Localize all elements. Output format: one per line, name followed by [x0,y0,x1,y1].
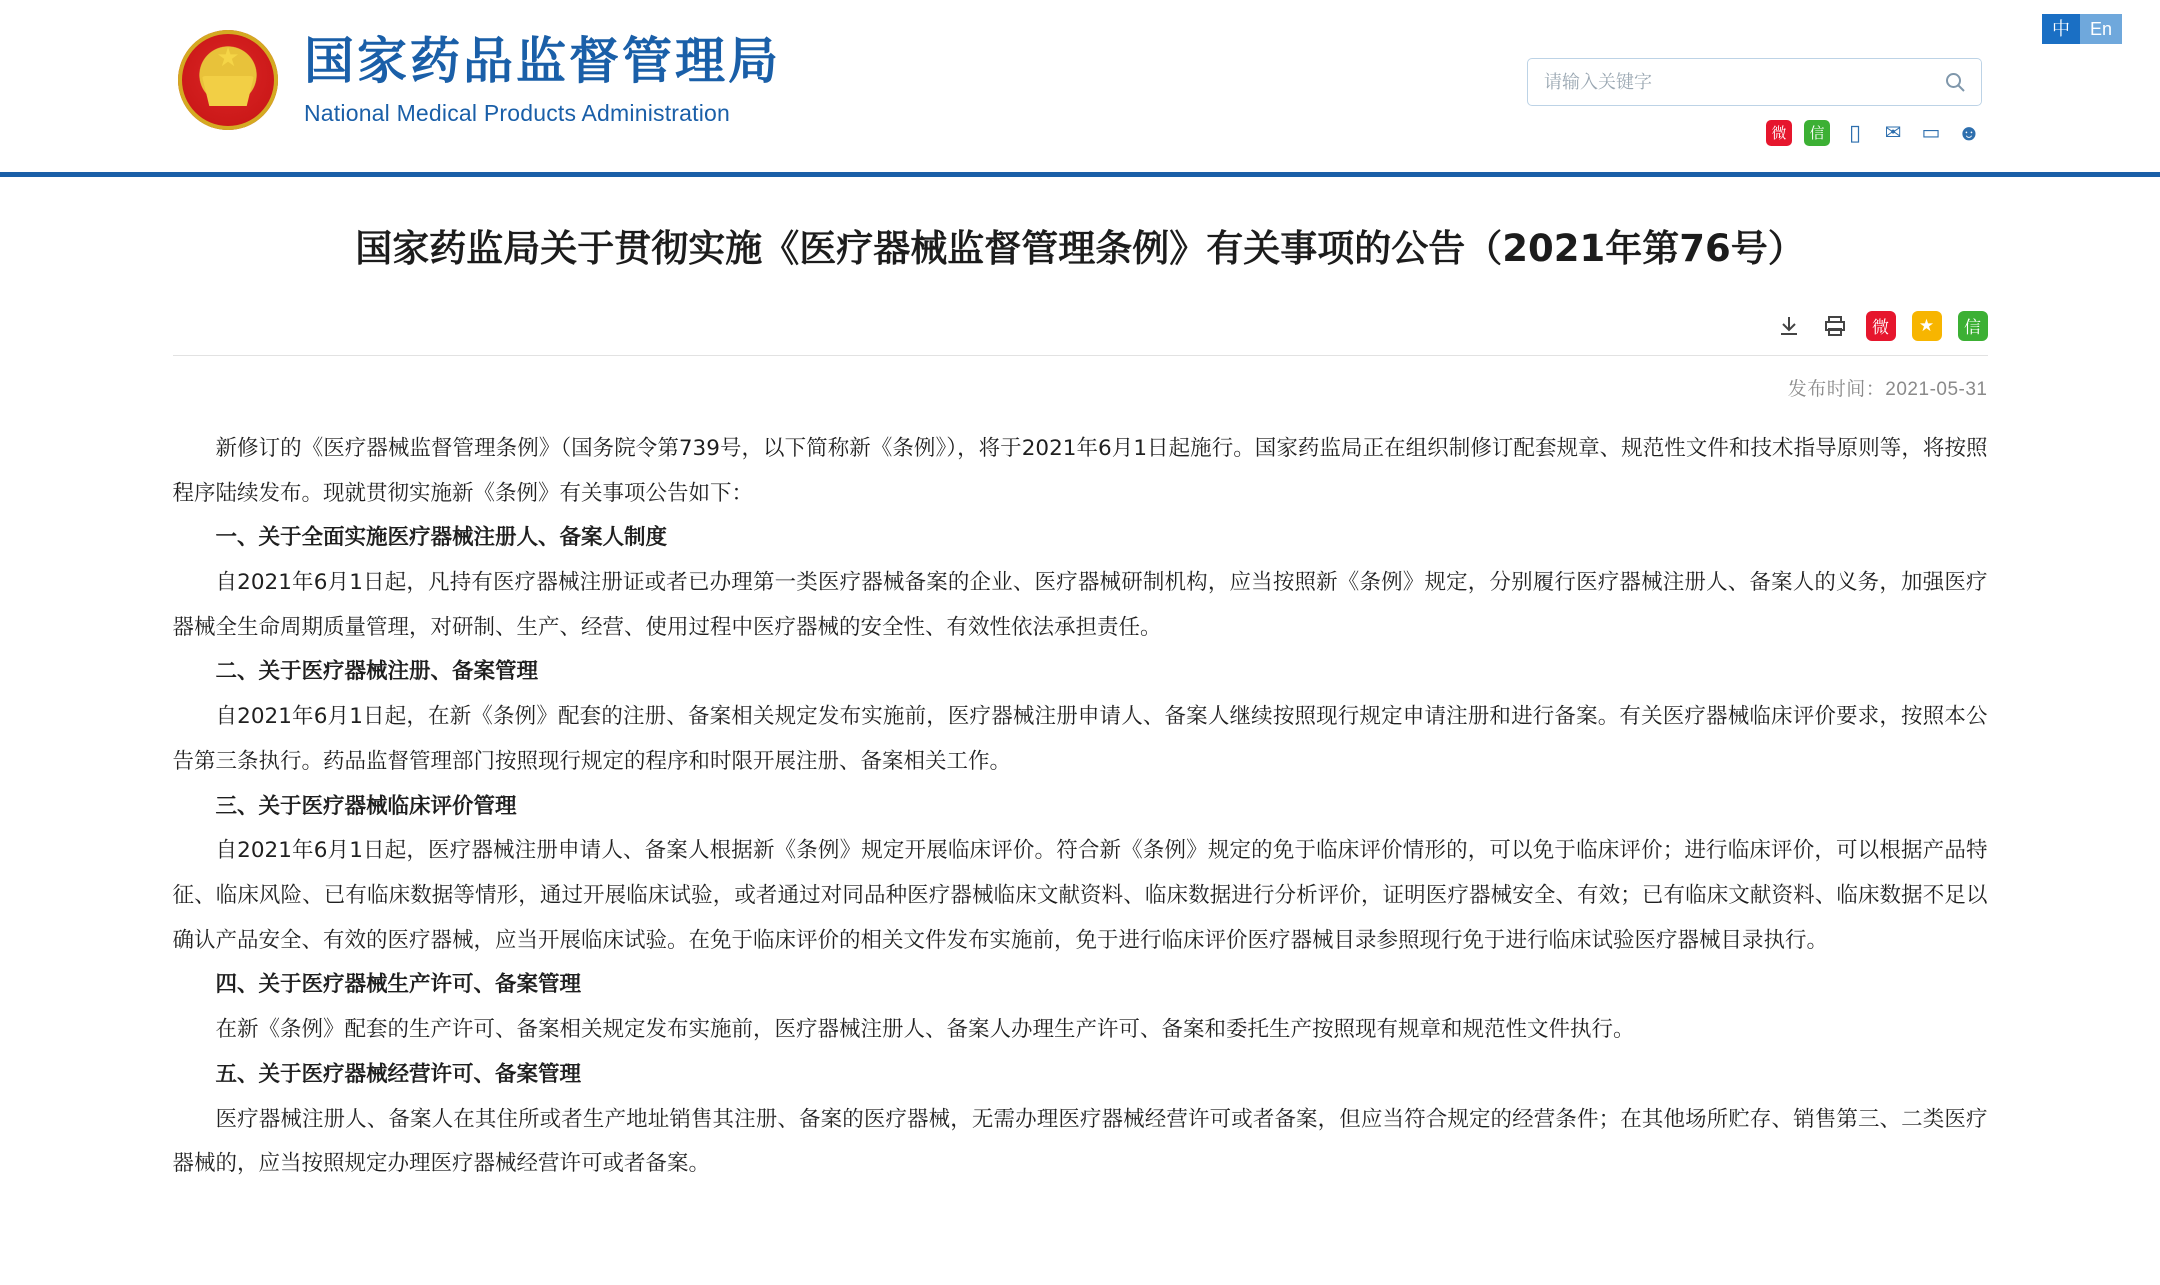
section-heading: 一、关于全面实施医疗器械注册人、备案人制度 [215,525,668,551]
weibo-share-icon[interactable]: 微 [1866,311,1896,341]
paragraph: 自2021年6月1日起，医疗器械注册申请人、备案人根据新《条例》规定开展临床评价。符合新《条例》规定的免于临床评价情形的，可以免于临床评价；进行临床评价，可以根据产品特征、临床风险、已有临床数据等情形，通过开展临床试验，或者通过对同品种医疗器械临床文献资料、临床数据进行分析评价，证明医疗器械安全、有效；已有临床文献资料、临床数据不足以确认产品安全、有效的医疗器械，应当开展临床试验。在免于临床评价的相关文件发布实施前，免于进行临床评价医疗器械目录参照现行免于进行临床试验医疗器械目录执行。 [172,838,1988,953]
section-heading: 四、关于医疗器械生产许可、备案管理 [215,972,582,998]
search-box[interactable] [1527,58,1982,106]
print-glyph [1823,314,1847,338]
publish-time [173,374,1988,401]
site-logo[interactable] [178,30,781,130]
download-glyph [1777,314,1801,338]
user-icon[interactable]: ☻ [1957,120,1981,145]
paragraph: 在新《条例》配套的生产许可、备案相关规定发布实施前，医疗器械注册人、备案人办理生产许可、备案和委托生产按照现有规章和规范性文件执行。 [215,1017,1635,1043]
lang-option-cn[interactable]: 中 [2042,14,2080,44]
mail-icon[interactable]: ✉ [1884,122,1902,144]
page-title: 国家药监局关于贯彻实施《医疗器械监督管理条例》有关事项的公告（2021年第76号） [355,227,1805,270]
social-links [1527,120,1982,146]
paragraph: 自2021年6月1日起，在新《条例》配套的注册、备案相关规定发布实施前，医疗器械注册申请人、备案人继续按照现行规定申请注册和进行备案。有关医疗器械临床评价要求，按照本公告第三条执行。药品监督管理部门按照现行规定的程序和时限开展注册、备案相关工作。 [172,704,1988,774]
message-icon[interactable]: ▭ [1921,122,1941,144]
publish-date: 2021-05-31 [1885,378,1988,400]
search-button[interactable] [1929,60,1981,104]
publish-label: 发布时间： [1787,378,1886,400]
article [173,177,1988,1187]
search-icon [1943,70,1967,94]
mobile-icon[interactable]: ▯ [1848,120,1862,145]
wechat-icon[interactable]: 信 [1804,120,1830,146]
search-input[interactable] [1528,72,1929,93]
article-body [173,427,1988,1187]
section-heading: 二、关于医疗器械注册、备案管理 [215,659,539,685]
language-switcher[interactable] [2042,14,2122,44]
search-area [1527,58,1982,146]
site-header [0,0,2160,177]
paragraph: 医疗器械注册人、备案人在其住所或者生产地址销售其注册、备案的医疗器械，无需办理医疗器械经营许可或者备案，但应当符合规定的经营条件；在其他场所贮存、销售第三、二类医疗器械的，应当按照规定办理医疗器械经营许可或者备案。 [172,1106,1988,1177]
print-icon[interactable] [1820,311,1850,341]
national-emblem-icon [178,30,278,130]
lang-option-en[interactable]: En [2080,14,2122,44]
org-name-en: National Medical Products Administration [304,100,731,127]
paragraph: 自2021年6月1日起，凡持有医疗器械注册证或者已办理第一类医疗器械备案的企业、医疗器械研制机构，应当按照新《条例》规定，分别履行医疗器械注册人、备案人的义务，加强医疗器械全生命周期质量管理，对研制、生产、经营、使用过程中医疗器械的安全性、有效性依法承担责任。 [172,569,1988,640]
weibo-icon[interactable]: 微 [1766,120,1792,146]
article-toolbar [173,311,1988,356]
site-title-block [304,33,781,128]
org-name-cn: 国家药品监督管理局 [304,31,781,90]
wechat-share-icon[interactable]: 信 [1958,311,1988,341]
section-heading: 五、关于医疗器械经营许可、备案管理 [215,1061,582,1087]
download-icon[interactable] [1774,311,1804,341]
paragraph: 新修订的《医疗器械监督管理条例》（国务院令第739号，以下简称新《条例》），将于2021年6月1日起施行。国家药监局正在组织制修订配套规章、规范性文件和技术指导原则等，将按照程序陆续发布。现就贯彻实施新《条例》有关事项公告如下： [172,435,1988,506]
section-heading: 三、关于医疗器械临床评价管理 [215,793,517,819]
qzone-share-icon[interactable]: ★ [1912,311,1942,341]
